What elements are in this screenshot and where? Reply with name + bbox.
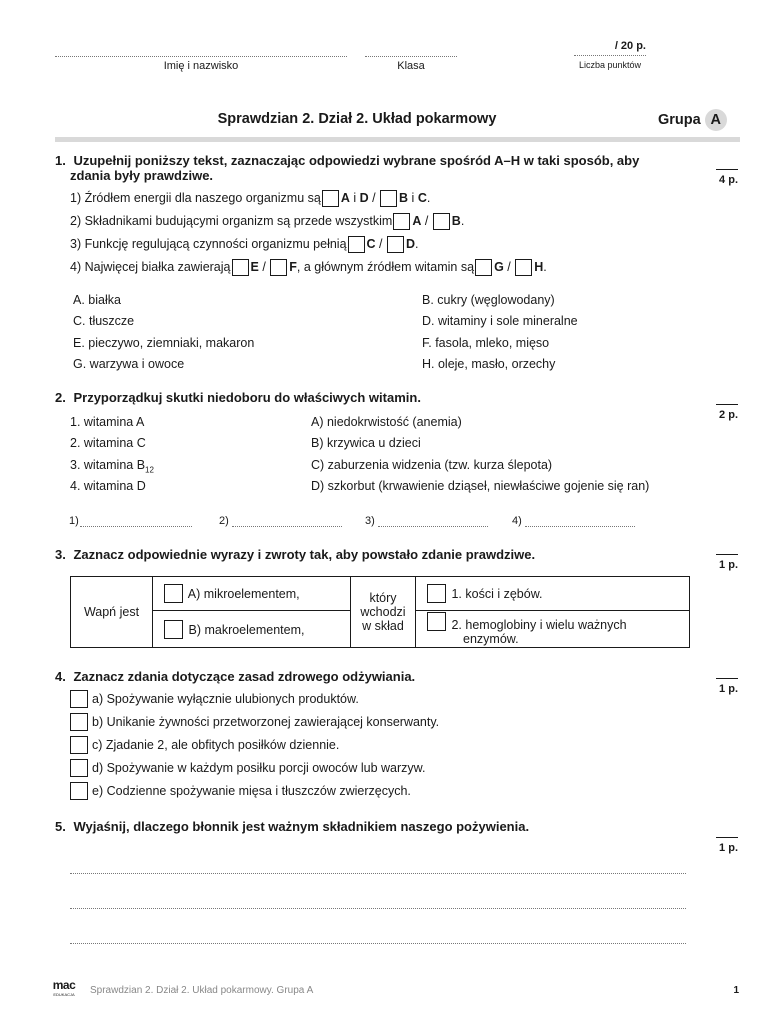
q1-option-h: H. oleje, masło, orzechy	[422, 357, 556, 371]
q5-title: 5. Wyjaśnij, dlaczego błonnik jest ważnym składnikiem naszego pożywienia.	[55, 819, 530, 834]
q5-answer-line-3[interactable]	[70, 943, 686, 944]
q2-title: 2. Przyporządkuj skutki niedoboru do właściwych witamin.	[55, 390, 421, 405]
publisher-logo: mac EDUKACJA	[52, 978, 76, 997]
q1-option-e: E. pieczywo, ziemniaki, makaron	[73, 336, 255, 350]
q4-item-c: c) Zjadanie 2, ale obfitych posiłków dziennie.	[92, 738, 340, 752]
q4-item-e: e) Codzienne spożywanie mięsa i tłuszczów zwierzęcych.	[92, 784, 411, 798]
answer-box[interactable]	[232, 259, 249, 276]
name-label: Imię i nazwisko	[163, 60, 239, 72]
q1-item-4: 4) Najwięcej białka zawierają E / F, a głównym źródłem witamin są G / H.	[70, 260, 547, 274]
q2-effect-d: D) szkorbut (krwawienie dziąseł, niewłaściwe gojenie się ran)	[311, 479, 650, 493]
q3-option-2[interactable]: 2. hemoglobiny i wielu ważnych enzymów.	[416, 611, 690, 648]
points-total: / 20 p.	[614, 40, 646, 52]
group-label	[658, 109, 727, 131]
q3-option-b[interactable]: B) makroelementem,	[153, 611, 351, 648]
class-line[interactable]	[365, 56, 457, 57]
q3-start: Wapń jest	[71, 577, 153, 648]
q2-answer-4-line[interactable]	[525, 526, 635, 527]
q3-table	[70, 576, 690, 648]
q2-answer-1-label: 1)	[69, 515, 79, 527]
q2-vitamin-4: 4. witamina D	[70, 479, 146, 493]
title-divider	[55, 137, 740, 142]
q1-option-d: D. witaminy i sole mineralne	[422, 314, 578, 328]
q2-vitamin-1: 1. witamina A	[70, 415, 145, 429]
class-label: Klasa	[397, 60, 425, 72]
q2-answer-4-label: 4)	[512, 515, 522, 527]
q4-checkbox-b[interactable]	[70, 713, 88, 731]
answer-box[interactable]	[433, 213, 450, 230]
q4-checkbox-e[interactable]	[70, 782, 88, 800]
q4-title: 4. Zaznacz zdania dotyczące zasad zdrowego odżywiania.	[55, 669, 416, 684]
q1-option-a: A. białka	[73, 293, 121, 307]
points-label: Liczba punktów	[578, 60, 642, 70]
q5-answer-line-2[interactable]	[70, 908, 686, 909]
q2-answer-1-line[interactable]	[80, 526, 192, 527]
q4-item-d: d) Spożywanie w każdym posiłku porcji owoców lub warzyw.	[92, 761, 426, 775]
q4-checkbox-a[interactable]	[70, 690, 88, 708]
q3-middle: który wchodzi w skład	[351, 577, 416, 648]
q2-effect-c: C) zaburzenia widzenia (tzw. kurza ślepota)	[311, 458, 553, 472]
q4-checkbox-d[interactable]	[70, 759, 88, 777]
answer-box[interactable]	[475, 259, 492, 276]
answer-box[interactable]	[393, 213, 410, 230]
q2-effect-a: A) niedokrwistość (anemia)	[311, 415, 462, 429]
checkbox[interactable]	[427, 584, 446, 603]
checkbox[interactable]	[164, 620, 183, 639]
q2-vitamin-2: 2. witamina C	[70, 436, 146, 450]
q1-title-line2: zdania były prawdziwe.	[70, 168, 214, 183]
q2-answer-3-line[interactable]	[378, 526, 488, 527]
checkbox[interactable]	[427, 612, 446, 631]
answer-box[interactable]	[515, 259, 532, 276]
q1-option-b: B. cukry (węglowodany)	[422, 293, 555, 307]
answer-box[interactable]	[348, 236, 365, 253]
answer-box[interactable]	[270, 259, 287, 276]
q2-answer-2-label: 2)	[219, 515, 229, 527]
q1-option-c: C. tłuszcze	[73, 314, 135, 328]
answer-box[interactable]	[387, 236, 404, 253]
name-line[interactable]	[55, 56, 347, 57]
page-title: Sprawdzian 2. Dział 2. Układ pokarmowy	[217, 111, 497, 127]
points-line[interactable]	[574, 55, 646, 56]
answer-box[interactable]	[380, 190, 397, 207]
footer-text: Sprawdzian 2. Dział 2. Układ pokarmowy. Grupa A	[90, 985, 314, 996]
checkbox[interactable]	[164, 584, 183, 603]
q4-item-b: b) Unikanie żywności przetworzonej zawierającej konserwanty.	[92, 715, 440, 729]
q1-text-line1: Uzupełnij poniższy tekst, zaznaczając odpowiedzi wybrane spośród A–H w taki sposób, aby	[73, 153, 640, 168]
q1-title	[55, 153, 639, 168]
q2-answer-2-line[interactable]	[232, 526, 342, 527]
q3-option-1[interactable]: 1. kości i zębów.	[416, 577, 690, 611]
answer-box[interactable]	[322, 190, 339, 207]
q3-points: 1 p.	[716, 554, 738, 571]
q1-option-g: G. warzywa i owoce	[73, 357, 185, 371]
group-text: Grupa	[658, 112, 701, 128]
q1-item-1: 1) Źródłem energii dla naszego organizmu są A i D / B i C.	[70, 191, 431, 205]
q4-checkbox-c[interactable]	[70, 736, 88, 754]
q3-title: 3. Zaznacz odpowiednie wyrazy i zwroty tak, aby powstało zdanie prawdziwe.	[55, 547, 536, 562]
q2-answer-3-label: 3)	[365, 515, 375, 527]
q1-item-2: 2) Składnikami budującymi organizm są przede wszystkim A / B.	[70, 214, 465, 228]
group-letter-badge: A	[705, 109, 727, 131]
q1-item-3: 3) Funkcję regulującą czynności organizmu pełnią C / D.	[70, 237, 419, 251]
q4-points: 1 p.	[716, 678, 738, 695]
page-number: 1	[733, 985, 739, 996]
q1-option-f: F. fasola, mleko, mięso	[422, 336, 550, 350]
q2-effect-b: B) krzywica u dzieci	[311, 436, 421, 450]
q5-points: 1 p.	[716, 837, 738, 854]
q2-points: 2 p.	[716, 404, 738, 421]
q3-option-a[interactable]: A) mikroelementem,	[153, 577, 351, 611]
q4-item-a: a) Spożywanie wyłącznie ulubionych produktów.	[92, 692, 359, 706]
q2-vitamin-3: 3. witamina $B_{12}$	[70, 458, 154, 475]
q1-number: 1.	[55, 153, 66, 168]
q5-answer-line-1[interactable]	[70, 873, 686, 874]
q1-points: 4 p.	[716, 169, 738, 186]
